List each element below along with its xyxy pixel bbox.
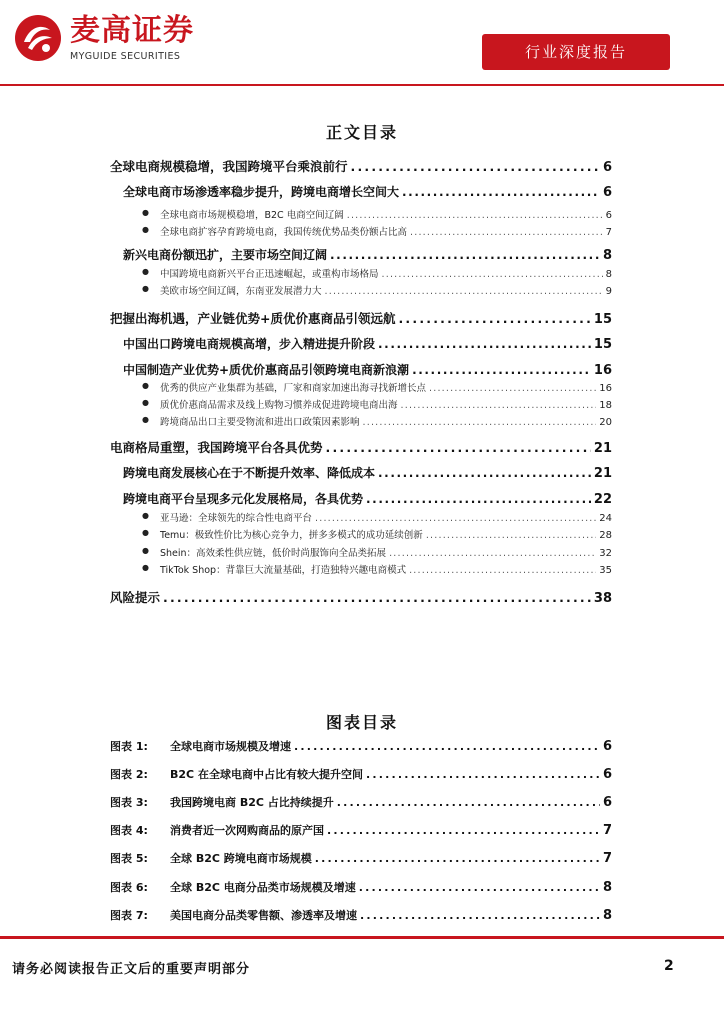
toc-entry[interactable] xyxy=(123,335,612,352)
toc-entry-title: 美欧市场空间辽阔，东南亚发展潜力大 xyxy=(160,286,322,297)
toc-entry-page: 21 xyxy=(593,441,612,456)
figure-title: 消费者近一次网购商品的原产国 xyxy=(170,824,324,837)
toc-entry-page: 6 xyxy=(602,185,612,200)
dot-leader xyxy=(366,492,591,506)
toc-entry-title: 中国制造产业优势+质优价惠商品引领跨境电商新浪潮 xyxy=(123,363,410,377)
toc-entry-page: 16 xyxy=(593,363,612,378)
toc-entry[interactable] xyxy=(123,246,612,263)
toc-entry-title: 电商格局重塑，我国跨境平台各具优势 xyxy=(110,440,323,455)
toc-entry-page: 18 xyxy=(599,400,612,411)
dot-leader xyxy=(294,740,600,753)
toc-entry-title: 把握出海机遇，产业链优势+质优价惠商品引领远航 xyxy=(110,311,396,326)
figure-entry[interactable] xyxy=(110,850,612,866)
figure-page: 6 xyxy=(602,795,612,810)
toc-entry-title: Temu：极致性价比为核心竞争力，拼多多模式的成功延续创新 xyxy=(160,530,423,541)
figure-title: 美国电商分品类零售额、渗透率及增速 xyxy=(170,909,357,922)
dot-leader xyxy=(315,852,600,865)
toc-entry[interactable] xyxy=(160,224,612,238)
dot-leader xyxy=(330,248,600,262)
dot-leader xyxy=(315,513,596,524)
dot-leader xyxy=(409,565,596,576)
toc-entry-page: 20 xyxy=(599,417,612,428)
figure-page: 6 xyxy=(602,739,612,754)
toc-entry[interactable] xyxy=(110,157,612,175)
dot-leader xyxy=(429,383,596,394)
toc-entry-page: 21 xyxy=(593,466,612,481)
dot-leader xyxy=(410,227,603,238)
dot-leader xyxy=(378,466,591,480)
toc-entry-page: 35 xyxy=(599,565,612,576)
dot-leader xyxy=(363,417,597,428)
toc-entry[interactable] xyxy=(160,562,612,576)
figure-number: 图表 1: xyxy=(110,740,148,753)
toc-entry-title: 中国跨境电商新兴平台正迅速崛起，或重构市场格局 xyxy=(160,269,379,280)
toc-entry-page: 15 xyxy=(593,337,612,352)
dot-leader xyxy=(402,185,600,199)
toc-entry-page: 9 xyxy=(605,286,612,297)
dot-leader xyxy=(360,909,600,922)
figure-title: 全球电商市场规模及增速 xyxy=(170,740,291,753)
figure-page: 7 xyxy=(602,823,612,838)
toc-entry-title: 全球电商扩容孕育跨境电商，我国传统优势品类份额占比高 xyxy=(160,227,408,238)
toc-entry-title: 新兴电商份额迅扩，主要市场空间辽阔 xyxy=(123,248,328,262)
dot-leader xyxy=(389,548,596,559)
toc-entry-page: 7 xyxy=(605,227,612,238)
toc-entry[interactable] xyxy=(160,414,612,428)
toc-entry-title: 优秀的供应产业集群为基础，厂家和商家加速出海寻找新增长点 xyxy=(160,383,427,394)
toc-entry-page: 8 xyxy=(605,269,612,280)
figure-entry[interactable] xyxy=(110,794,612,810)
dot-leader xyxy=(359,881,600,894)
dot-leader xyxy=(412,363,591,377)
toc-entry-title: TikTok Shop：背靠巨大流量基础，打造独特兴趣电商模式 xyxy=(160,565,407,576)
toc-entry[interactable] xyxy=(160,380,612,394)
figure-entry[interactable] xyxy=(110,822,612,838)
figure-page: 8 xyxy=(602,908,612,923)
report-type-badge: 行业深度报告 xyxy=(482,34,670,70)
bullet-icon: ● xyxy=(142,381,149,390)
figure-page: 8 xyxy=(602,880,612,895)
toc-entry-page: 16 xyxy=(599,383,612,394)
bullet-icon: ● xyxy=(142,546,149,555)
toc-entry-title: Shein：高效柔性供应链，低价时尚服饰向全品类拓展 xyxy=(160,548,387,559)
figure-number: 图表 3: xyxy=(110,796,148,809)
figure-list-title: 图表目录 xyxy=(325,713,398,732)
toc-entry-title: 跨境商品出口主要受物流和进出口政策因素影响 xyxy=(160,417,360,428)
toc-entry-title: 全球电商规模稳增，我国跨境平台乘浪前行 xyxy=(110,159,348,174)
page-number: 2 xyxy=(664,958,674,974)
toc-entry[interactable] xyxy=(160,207,612,221)
brand-name-cn: 麦高证券 xyxy=(70,13,194,48)
toc-entry-title: 中国出口跨境电商规模高增，步入精进提升阶段 xyxy=(123,337,376,351)
bullet-icon: ● xyxy=(142,225,149,234)
page-header xyxy=(0,0,724,92)
figure-entry[interactable] xyxy=(110,766,612,782)
bullet-icon: ● xyxy=(142,563,149,572)
bullet-icon: ● xyxy=(142,511,149,520)
toc-entry[interactable] xyxy=(123,464,612,481)
figure-number: 图表 2: xyxy=(110,768,148,781)
dot-leader xyxy=(337,796,600,809)
toc-entry-title: 风险提示 xyxy=(110,590,161,605)
toc-entry-page: 6 xyxy=(605,210,612,221)
dot-leader xyxy=(347,210,603,221)
figure-number: 图表 6: xyxy=(110,881,148,894)
toc-entry-title: 跨境电商发展核心在于不断提升效率、降低成本 xyxy=(123,466,376,480)
toc-entry-title: 跨境电商平台呈现多元化发展格局，各具优势 xyxy=(123,492,364,506)
toc-entry-page: 15 xyxy=(593,312,612,327)
figure-title: 我国跨境电商 B2C 占比持续提升 xyxy=(170,796,334,809)
dot-leader xyxy=(398,311,590,326)
bullet-icon: ● xyxy=(142,267,149,276)
footer-divider xyxy=(0,936,724,939)
toc-entry-page: 32 xyxy=(599,548,612,559)
dot-leader xyxy=(382,269,603,280)
bullet-icon: ● xyxy=(142,398,149,407)
toc-entry[interactable] xyxy=(160,283,612,297)
bullet-icon: ● xyxy=(142,415,149,424)
toc-entry[interactable] xyxy=(110,309,612,327)
toc-entry[interactable] xyxy=(160,266,612,280)
dot-leader xyxy=(325,286,603,297)
toc-entry[interactable] xyxy=(123,183,612,200)
figure-number: 图表 4: xyxy=(110,824,148,837)
toc-entry-title: 全球电商市场渗透率稳步提升，跨境电商增长空间大 xyxy=(123,185,400,199)
dot-leader xyxy=(351,159,600,174)
figure-page: 7 xyxy=(602,851,612,866)
footer-disclaimer: 请务必阅读报告正文后的重要声明部分 xyxy=(12,962,251,977)
figure-title: B2C 在全球电商中占比有较大提升空间 xyxy=(170,768,363,781)
toc-entry-page: 24 xyxy=(599,513,612,524)
figure-entry[interactable] xyxy=(110,907,612,923)
dot-leader xyxy=(327,824,600,837)
toc-title: 正文目录 xyxy=(325,123,398,142)
toc-entry-title: 质优价惠商品需求及线上购物习惯养成促进跨境电商出海 xyxy=(160,400,398,411)
toc-entry[interactable] xyxy=(160,527,612,541)
bullet-icon: ● xyxy=(142,284,149,293)
figure-number: 图表 5: xyxy=(110,852,148,865)
toc-entry[interactable] xyxy=(160,510,612,524)
header-divider xyxy=(0,84,724,86)
toc-entry[interactable] xyxy=(110,588,612,606)
toc-entry[interactable] xyxy=(160,397,612,411)
figure-title: 全球 B2C 电商分品类市场规模及增速 xyxy=(170,881,356,894)
toc-entry-page: 6 xyxy=(602,160,612,175)
toc-entry[interactable] xyxy=(160,545,612,559)
toc-entry[interactable] xyxy=(123,490,612,507)
figure-number: 图表 7: xyxy=(110,909,148,922)
figure-entry[interactable] xyxy=(110,738,612,754)
brand-name-en: MYGUIDE SECURITIES xyxy=(70,51,181,62)
toc-entry[interactable] xyxy=(123,361,612,378)
dot-leader xyxy=(326,440,591,455)
myguide-logo-icon xyxy=(12,12,64,64)
toc-entry-page: 22 xyxy=(593,492,612,507)
dot-leader xyxy=(163,590,591,605)
dot-leader xyxy=(401,400,597,411)
toc-entry-page: 8 xyxy=(602,248,612,263)
figure-page: 6 xyxy=(602,767,612,782)
toc-entry[interactable] xyxy=(110,438,612,456)
bullet-icon: ● xyxy=(142,528,149,537)
dot-leader xyxy=(366,768,600,781)
dot-leader xyxy=(426,530,596,541)
toc-entry-title: 全球电商市场规模稳增，B2C 电商空间辽阔 xyxy=(160,210,344,221)
dot-leader xyxy=(378,337,591,351)
toc-entry-page: 28 xyxy=(599,530,612,541)
toc-entry-title: 亚马逊：全球领先的综合性电商平台 xyxy=(160,513,313,524)
figure-entry[interactable] xyxy=(110,879,612,895)
figure-title: 全球 B2C 跨境电商市场规模 xyxy=(170,852,312,865)
toc-entry-page: 38 xyxy=(593,591,612,606)
bullet-icon: ● xyxy=(142,208,149,217)
